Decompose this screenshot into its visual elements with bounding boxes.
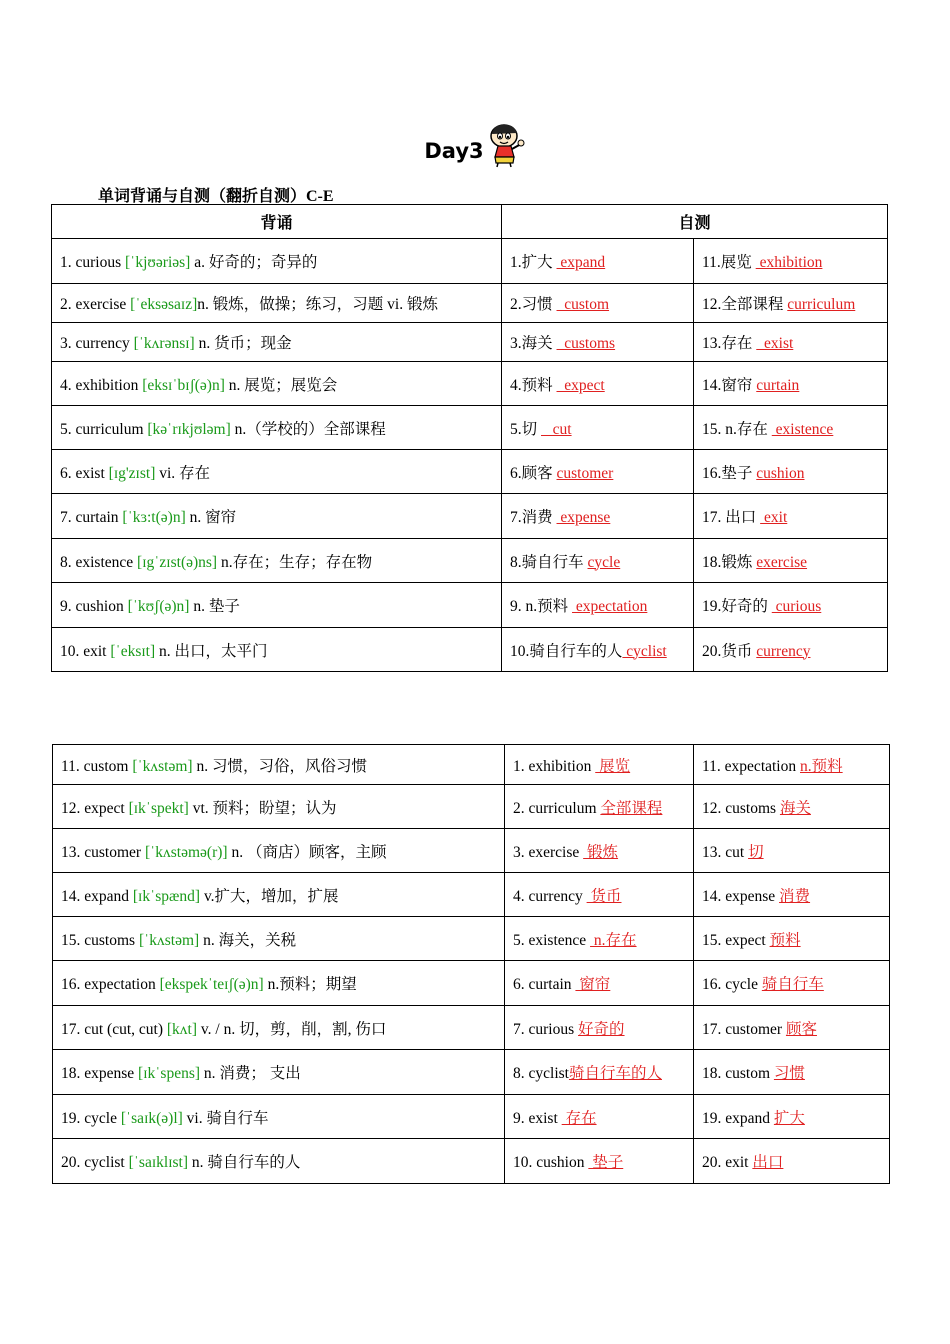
phonetic: [eksɪˈbɪʃ(ə)n] [142,376,225,394]
phonetic: [ɪg'zɪst] [108,464,156,482]
definition: n. 垫子 [193,598,240,615]
quiz-cell [505,785,694,829]
word: 7. curtain [60,509,119,526]
quiz-answer: n.存在 [590,931,637,949]
quiz-cell [694,873,890,917]
definition: vi. 存在 [159,464,211,482]
table-row [52,539,888,583]
quiz-cell [694,284,888,323]
table-row [52,494,888,539]
quiz-prompt: 15. n.存在 [702,420,768,438]
quiz-answer: 切 [748,843,764,861]
quiz-prompt: 8. cyclist [513,1065,569,1082]
quiz-answer: 骑自行车 [761,976,824,993]
quiz-answer: 习惯 [773,1065,805,1082]
quiz-cell [502,450,694,494]
definition: n. 展览；展览会 [228,376,338,394]
quiz-cell [502,284,694,323]
vocab-table-2 [52,744,890,1184]
quiz-prompt: 10. cushion [513,1154,585,1171]
word: 5. curriculum [60,420,144,438]
quiz-cell [502,494,694,539]
quiz-answer: expand [556,254,606,271]
quiz-answer: 全部课程 [600,799,663,817]
quiz-answer: curriculum [787,296,856,313]
word-cell [52,323,502,362]
quiz-prompt: 1. exhibition [513,757,592,775]
quiz-prompt: 13. cut [702,843,745,861]
quiz-answer: 货币 [586,887,622,905]
quiz-cell [502,362,694,406]
word: 19. cycle [61,1109,117,1127]
word: 11. custom [61,757,129,775]
word: 4. exhibition [60,376,139,394]
word: 9. cushion [60,598,124,615]
word: 12. expect [61,799,125,817]
quiz-prompt: 5.切 [510,420,538,438]
quiz-answer: cycle [587,553,621,571]
quiz-prompt: 2. curriculum [513,799,597,817]
quiz-prompt: 5. existence [513,931,587,949]
word-cell [53,829,505,873]
quiz-cell [694,745,890,785]
quiz-answer: expect [556,376,605,394]
word-cell [52,284,502,323]
quiz-prompt: 6.顾客 [510,464,553,482]
definition: n. 骑自行车的人 [191,1154,301,1171]
definition: n. 窗帘 [189,509,237,526]
definition: n.预料；期望 [267,976,357,993]
quiz-prompt: 3.海关 [510,335,553,352]
quiz-cell [694,323,888,362]
word: 18. expense [61,1065,135,1082]
word-cell [53,1006,505,1050]
word-cell [53,785,505,829]
quiz-cell [505,961,694,1006]
word-cell [52,406,502,450]
table-row [52,450,888,494]
word: 2. exercise [60,296,127,313]
quiz-prompt: 3. exercise [513,843,580,861]
definition: a. 好奇的；奇异的 [194,254,318,271]
quiz-prompt: 20.货币 [702,642,753,660]
quiz-cell [502,406,694,450]
quiz-cell [694,450,888,494]
quiz-prompt: 14. expense [702,887,776,905]
word: 8. existence [60,553,134,571]
quiz-answer: curious [771,598,822,615]
definition: n. 锻炼，做操；练习，习题 vi. 锻炼 [197,296,438,313]
table-row [53,1050,890,1095]
quiz-cell [502,323,694,362]
quiz-prompt: 2.习惯 [510,296,553,313]
definition: n. 习惯，习俗，风俗习惯 [196,757,367,775]
quiz-answer: expense [556,509,611,526]
quiz-cell [694,1050,890,1095]
quiz-answer: 顾客 [785,1020,817,1038]
word-cell [53,873,505,917]
header-self-test: 自测 [502,205,888,239]
table-row [53,829,890,873]
word-cell [52,239,502,284]
quiz-prompt: 4. currency [513,887,583,905]
quiz-answer: 锻炼 [583,843,619,861]
quiz-cell [694,1006,890,1050]
word: 17. cut (cut, cut) [61,1020,164,1038]
table-row [53,1006,890,1050]
quiz-cell [694,829,890,873]
quiz-answer: exercise [756,553,808,571]
quiz-prompt: 18.锻炼 [702,553,753,571]
quiz-prompt: 11.展览 [702,254,752,271]
quiz-cell [694,583,888,628]
definition: n. 出口，太平门 [159,642,268,660]
word: 15. customs [61,931,136,949]
quiz-cell [505,1050,694,1095]
quiz-prompt: 11. expectation [702,757,797,775]
quiz-cell [694,1139,890,1184]
word: 1. curious [60,254,122,271]
table-row [53,873,890,917]
quiz-prompt: 17. customer [702,1020,783,1038]
header-recite: 背诵 [52,205,502,239]
word: 3. currency [60,335,130,352]
definition: n. 消费； 支出 [203,1065,301,1082]
word-cell [52,583,502,628]
table-row [53,961,890,1006]
quiz-answer: n.预料 [800,757,843,775]
quiz-answer: 出口 [752,1154,784,1171]
word-cell [52,362,502,406]
quiz-prompt: 15. expect [702,931,766,949]
quiz-answer: cushion [756,464,805,482]
word: 16. expectation [61,976,156,993]
quiz-cell [694,628,888,672]
word-cell [52,539,502,583]
quiz-prompt: 17. 出口 [702,509,757,526]
quiz-prompt: 9. exist [513,1109,558,1127]
quiz-prompt: 1.扩大 [510,254,553,271]
table-row [52,284,888,323]
section-subtitle: 单词背诵与自测（翻折自测）C-E [98,188,334,205]
word-cell [52,628,502,672]
quiz-cell [694,961,890,1006]
quiz-cell [694,1095,890,1139]
quiz-answer: exist [756,335,794,352]
table-row [52,583,888,628]
phonetic: [kəˈrɪkjʊləm] [147,420,231,438]
phonetic: [ɪkˈspænd] [132,887,201,905]
definition: n.存在；生存；存在物 [220,553,373,571]
quiz-cell [505,829,694,873]
table-row [52,406,888,450]
word-cell [53,745,505,785]
word-cell [52,494,502,539]
phonetic: [ˈsaɪk(ə)l] [120,1109,183,1127]
phonetic: [ekspekˈteɪʃ(ə)n] [159,976,264,993]
table-row [53,1095,890,1139]
table-row [52,239,888,284]
definition: v. / n. 切，剪，削，割, 伤口 [200,1020,387,1038]
table-row [53,1139,890,1184]
quiz-prompt: 6. curtain [513,976,572,993]
quiz-answer: 骑自行车的人 [568,1065,662,1082]
definition: vi. 骑自行车 [186,1109,269,1127]
quiz-cell [694,539,888,583]
table-row [52,628,888,672]
quiz-cell [505,1095,694,1139]
quiz-answer: currency [756,642,811,660]
quiz-cell [502,539,694,583]
definition: v.扩大，增加，扩展 [203,887,339,905]
phonetic: [ˈkʊʃ(ə)n] [127,598,190,615]
quiz-cell [694,362,888,406]
quiz-prompt: 10.骑自行车的人 [510,642,623,660]
quiz-answer: exhibition [755,254,823,271]
phonetic: [ɪkˈspens] [138,1065,201,1082]
word-cell [53,961,505,1006]
quiz-cell [502,239,694,284]
quiz-prompt: 13.存在 [702,335,753,352]
quiz-answer: cyclist [622,642,667,660]
quiz-answer: customer [556,464,614,482]
phonetic: [ˈkʌstəm] [132,757,193,775]
quiz-answer: 垫子 [588,1154,624,1171]
word-cell [53,1139,505,1184]
quiz-prompt: 19.好奇的 [702,598,768,615]
vocab-table-1 [51,204,888,672]
phonetic: [ˈsaɪklɪst] [128,1154,188,1171]
quiz-cell [694,239,888,284]
definition: n. （商店）顾客，主顾 [231,843,387,861]
quiz-prompt: 9. n.预料 [510,598,569,615]
word: 10. exit [60,642,107,660]
word-cell [53,917,505,961]
quiz-answer: curtain [756,376,800,394]
quiz-cell [505,1139,694,1184]
quiz-answer: 展览 [595,757,631,775]
word-cell [52,450,502,494]
quiz-prompt: 4.预料 [510,376,553,394]
quiz-prompt: 16.垫子 [702,464,753,482]
quiz-cell [694,494,888,539]
quiz-answer: 预料 [769,931,801,949]
quiz-prompt: 7. curious [513,1020,575,1038]
phonetic: [ɪkˈspekt] [128,799,189,817]
quiz-cell [505,917,694,961]
cartoon-mascot-icon [486,122,526,168]
quiz-answer: custom [556,296,610,313]
phonetic: [kʌt] [166,1020,198,1038]
quiz-prompt: 8.骑自行车 [510,553,584,571]
quiz-cell [502,628,694,672]
quiz-cell [694,917,890,961]
table-header-row [52,205,888,239]
word-cell [53,1095,505,1139]
quiz-answer: expectation [572,598,648,615]
word: 20. cyclist [61,1154,125,1171]
table-row [53,745,890,785]
table-row [52,323,888,362]
definition: n. 海关，关税 [203,931,297,949]
quiz-prompt: 19. expand [702,1109,771,1127]
page-title: Day3 [424,139,484,163]
definition: n. 货币；现金 [198,335,292,352]
quiz-cell [505,1006,694,1050]
quiz-answer: 消费 [779,887,811,905]
phonetic: [ˈkʌstəm] [138,931,200,949]
quiz-prompt: 12. customs [702,799,777,817]
phonetic: [ɪgˈzɪst(ə)ns] [137,553,218,571]
phonetic: [ˈkjʊəriəs] [125,254,191,271]
quiz-prompt: 18. custom [702,1065,771,1082]
table-row [52,362,888,406]
definition: n.（学校的）全部课程 [234,420,386,438]
quiz-prompt: 20. exit [702,1154,749,1171]
quiz-answer: cut [541,420,572,438]
table-row [53,785,890,829]
word: 14. expand [61,887,130,905]
quiz-answer: 窗帘 [575,976,611,993]
quiz-cell [505,873,694,917]
quiz-answer: 海关 [779,799,811,817]
phonetic: [ˈeksɪt] [110,642,156,660]
word: 13. customer [61,843,142,861]
phonetic: [ˈeksəsaɪz] [130,296,198,313]
quiz-answer: customs [556,335,616,352]
quiz-cell [502,583,694,628]
quiz-answer: 扩大 [773,1109,805,1127]
quiz-prompt: 12.全部课程 [702,296,784,313]
phonetic: [ˈkʌrənsɪ] [133,335,195,352]
quiz-answer: exit [760,509,788,526]
quiz-cell [694,785,890,829]
quiz-prompt: 16. cycle [702,976,758,993]
table-row [53,917,890,961]
quiz-answer: existence [771,420,834,438]
quiz-answer: 好奇的 [578,1020,625,1038]
word: 6. exist [60,464,105,482]
phonetic: [ˈkʌstəmə(r)] [144,843,228,861]
quiz-cell [505,745,694,785]
definition: vt. 预料；盼望；认为 [192,799,337,817]
phonetic: [ˈkɜ:t(ə)n] [122,509,186,526]
quiz-prompt: 7.消费 [510,509,553,526]
quiz-cell [694,406,888,450]
quiz-answer: 存在 [561,1109,597,1127]
quiz-prompt: 14.窗帘 [702,376,753,394]
page-title-row [0,128,950,174]
word-cell [53,1050,505,1095]
